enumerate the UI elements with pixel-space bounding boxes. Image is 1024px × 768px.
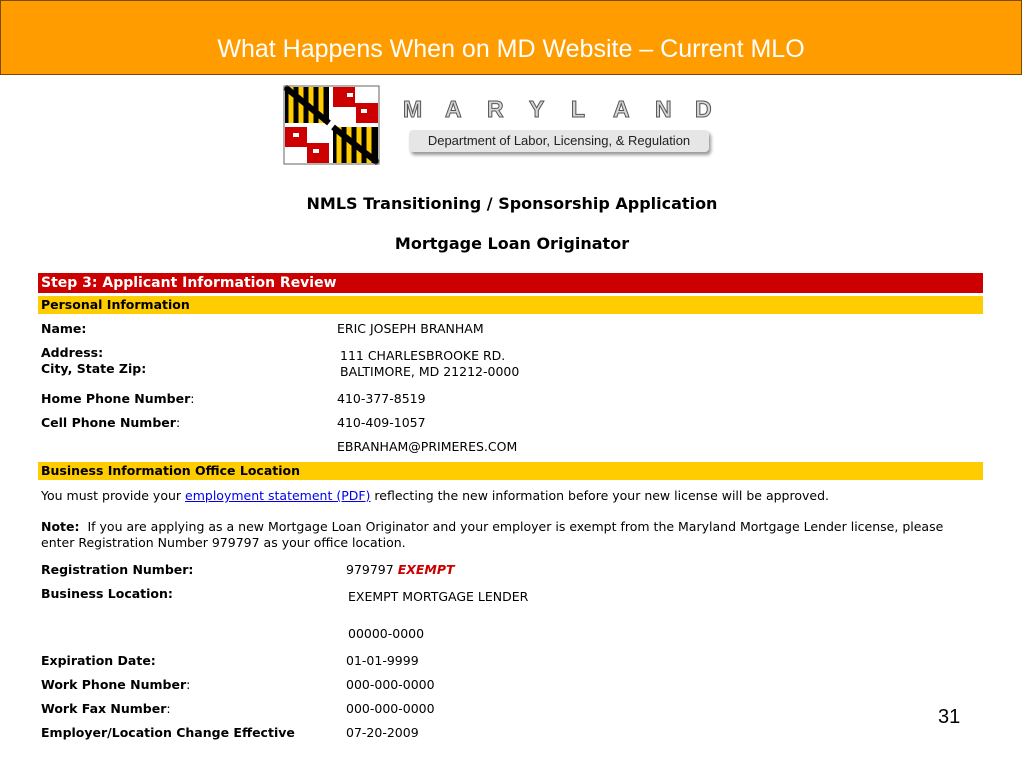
city-state-zip-label: City, State Zip: bbox=[41, 361, 147, 376]
change-effective-label: Employer/Location Change Effective bbox=[41, 725, 295, 740]
exempt-note bbox=[41, 519, 981, 551]
wordmark-letter: R bbox=[487, 96, 504, 122]
wordmark-letter: A bbox=[613, 96, 630, 122]
home-phone-value: 410-377-8519 bbox=[337, 391, 426, 406]
work-fax-label-text: Work Fax Number bbox=[41, 701, 167, 716]
business-location-name: EXEMPT MORTGAGE LENDER bbox=[348, 589, 529, 604]
registration-number-label: Registration Number: bbox=[41, 562, 194, 577]
maryland-flag-logo bbox=[283, 85, 380, 165]
wordmark-letter: Y bbox=[529, 96, 545, 122]
business-location-label: Business Location: bbox=[41, 586, 173, 601]
page-number: 31 bbox=[938, 706, 961, 728]
address-label: Address: bbox=[41, 345, 104, 360]
notice-suffix: reflecting the new information before your new license will be approved. bbox=[374, 488, 829, 503]
work-fax-label: Work Fax Number: bbox=[41, 701, 171, 716]
slide-header bbox=[0, 0, 1022, 75]
slide-title: What Happens When on MD Website – Current MLO bbox=[217, 35, 805, 63]
notice-prefix: You must provide your bbox=[41, 488, 182, 503]
department-banner: Department of Labor, Licensing, & Regulation bbox=[409, 130, 709, 152]
employment-notice bbox=[41, 488, 981, 504]
work-fax-value: 000-000-0000 bbox=[346, 701, 435, 716]
work-phone-value: 000-000-0000 bbox=[346, 677, 435, 692]
home-phone-label: Home Phone Number: bbox=[41, 391, 195, 406]
wordmark-letter: M bbox=[403, 96, 423, 122]
wordmark-letter: N bbox=[655, 96, 672, 122]
registration-number-value bbox=[346, 562, 455, 578]
expiration-date-value: 01-01-9999 bbox=[346, 653, 419, 668]
application-subtitle: Mortgage Loan Originator bbox=[394, 234, 630, 253]
note-text: If you are applying as a new Mortgage Loan Originator and your employer is exempt from the Maryland Mortgage Lender license, please bbox=[87, 519, 944, 534]
name-value: ERIC JOSEPH BRANHAM bbox=[337, 321, 484, 336]
city-state-zip-value: BALTIMORE, MD 21212-0000 bbox=[340, 364, 520, 379]
change-effective-value: 07-20-2009 bbox=[346, 725, 419, 740]
wordmark-letter: D bbox=[695, 96, 712, 122]
note-text-line2: enter Registration Number 979797 as your office location. bbox=[41, 535, 406, 550]
expiration-date-label: Expiration Date: bbox=[41, 653, 156, 668]
cell-phone-label-text: Cell Phone Number bbox=[41, 415, 176, 430]
step-header: Step 3: Applicant Information Review bbox=[38, 273, 983, 293]
business-location-zip: 00000-0000 bbox=[348, 626, 425, 641]
email-value: EBRANHAM@PRIMERES.COM bbox=[337, 439, 518, 454]
employment-statement-link[interactable]: employment statement (PDF) bbox=[185, 488, 371, 503]
registration-number: 979797 bbox=[346, 562, 394, 577]
work-phone-label-text: Work Phone Number bbox=[41, 677, 187, 692]
note-label: Note: bbox=[41, 519, 80, 534]
exempt-flag: EXEMPT bbox=[397, 562, 455, 577]
home-phone-label-text: Home Phone Number bbox=[41, 391, 191, 406]
cell-phone-value: 410-409-1057 bbox=[337, 415, 426, 430]
section-header-personal: Personal Information bbox=[38, 296, 983, 314]
section-header-business: Business Information Office Location bbox=[38, 462, 983, 480]
address-value: 111 CHARLESBROOKE RD. bbox=[340, 348, 506, 363]
cell-phone-label: Cell Phone Number: bbox=[41, 415, 181, 430]
name-label: Name: bbox=[41, 321, 87, 336]
application-title: NMLS Transitioning / Sponsorship Application bbox=[306, 194, 718, 213]
wordmark-letter: A bbox=[445, 96, 462, 122]
wordmark-letter: L bbox=[571, 96, 586, 122]
work-phone-label: Work Phone Number: bbox=[41, 677, 191, 692]
maryland-wordmark bbox=[403, 96, 723, 126]
